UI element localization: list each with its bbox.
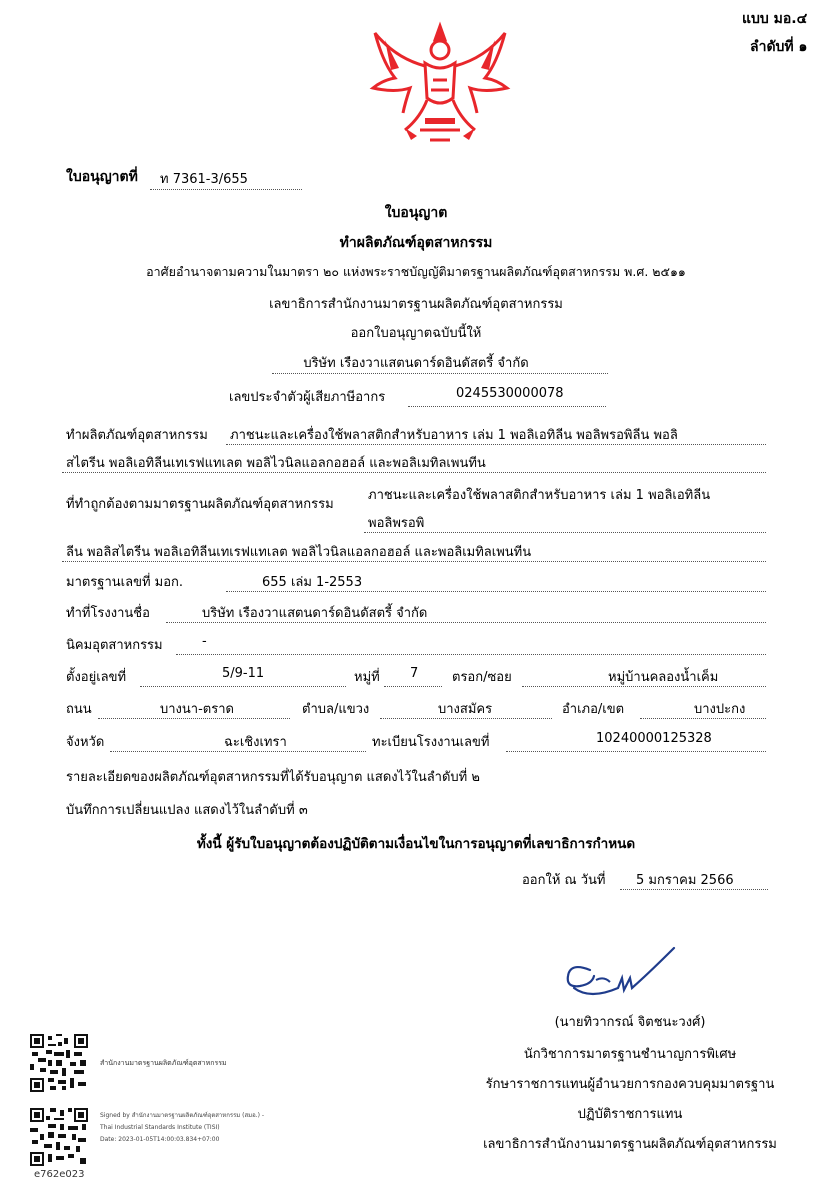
qr-code-icon	[30, 1034, 88, 1092]
signer-position-1: นักวิชาการมาตรฐานชำนาญการพิเศษ	[523, 1047, 737, 1062]
signed-by: Signed by สำนักงานมาตรฐานผลิตภัณฑ์อุตสาหกรรม (สมอ.) -	[100, 1112, 265, 1119]
soi-label: ตรอก/ซอย	[452, 670, 512, 685]
product-line2: สไตรีน พอลิเอทิลีนเทเรฟแทเลต พอลิไวนิลแอลกอฮอล์ และพอลิเมทิลเพนทีน	[66, 456, 486, 471]
signed-date: Date: 2023-01-05T14:00:03.834+07:00	[100, 1136, 220, 1143]
address-no-label: ตั้งอยู่เลขที่	[66, 670, 127, 685]
moo-label: หมู่ที่	[354, 670, 380, 685]
sequence-label: ลำดับที่ ๑	[750, 39, 808, 55]
conform-line2: ลีน พอลิสไตรีน พอลิเอทิลีนเทเรฟแทเลต พอลิไวนิลแอลกอฮอล์ และพอลิเมทิลเพนทีน	[66, 545, 532, 560]
license-number: ท 7361-3/655	[160, 172, 248, 187]
product-line1: ภาชนะและเครื่องใช้พลาสติกสำหรับอาหาร เล่ม 1 พอลิเอทิลีน พอลิพรอพิลีน พอลิ	[230, 428, 678, 443]
road-value: บางนา-ตราด	[160, 702, 234, 717]
signer-position-4: เลขาธิการสำนักงานมาตรฐานผลิตภัณฑ์อุตสาหกรรม	[483, 1137, 777, 1152]
tax-label: เลขประจำตัวผู้เสียภาษีอากร	[229, 390, 386, 405]
company-name: บริษัท เรืองวาแสตนดาร์ดอินดัสตรี้ จำกัด	[303, 356, 529, 371]
factory-name: บริษัท เรืองวาแสตนดาร์ดอินดัสตรี้ จำกัด	[202, 606, 428, 621]
amphoe-value: บางปะกง	[694, 702, 746, 717]
secretary-text: เลขาธิการสำนักงานมาตรฐานผลิตภัณฑ์อุตสาหกรรม	[269, 297, 563, 312]
province-label: จังหวัด	[66, 735, 105, 750]
doc-code: e762e023	[34, 1169, 85, 1180]
details-note: รายละเอียดของผลิตภัณฑ์อุตสาหกรรมที่ได้รับอนุญาต แสดงไว้ในลำดับที่ ๒	[66, 770, 480, 785]
qr-code-icon	[30, 1108, 88, 1166]
conform-line1: ภาชนะและเครื่องใช้พลาสติกสำหรับอาหาร เล่ม 1 พอลิเอทิลีน	[368, 488, 711, 503]
conform-line1b: พอลิพรอพิ	[368, 516, 425, 531]
soi-value: หมู่บ้านคลองน้ำเค็ม	[608, 670, 719, 685]
signer-position-2: รักษาราชการแทนผู้อำนวยการกองควบคุมมาตรฐาน	[485, 1077, 775, 1092]
address-no: 5/9-11	[222, 666, 265, 681]
reg-label: ทะเบียนโรงงานเลขที่	[372, 735, 490, 750]
tax-id: 0245530000078	[456, 386, 564, 401]
tambon-value: บางสมัคร	[438, 702, 493, 717]
doc-title: ใบอนุญาต	[384, 205, 448, 221]
signer-position-3: ปฏิบัติราชการแทน	[577, 1107, 683, 1122]
estate-value: -	[202, 634, 207, 649]
conform-label: ที่ทำถูกต้องตามมาตรฐานผลิตภัณฑ์อุตสาหกรรม	[66, 497, 334, 512]
standard-number: 655 เล่ม 1-2553	[262, 575, 363, 590]
changes-note: บันทึกการเปลี่ยนแปลง แสดงไว้ในลำดับที่ ๓	[66, 803, 308, 818]
signature-icon	[560, 942, 680, 1004]
issue-label: ออกให้ ณ วันที่	[522, 873, 606, 888]
standard-label: มาตรฐานเลขที่ มอก.	[66, 575, 184, 590]
garuda-emblem-icon	[365, 18, 515, 148]
product-label: ทำผลิตภัณฑ์อุตสาหกรรม	[66, 428, 208, 443]
license-label: ใบอนุญาตที่	[66, 169, 138, 185]
estate-label: นิคมอุตสาหกรรม	[66, 638, 163, 653]
province-value: ฉะเชิงเทรา	[224, 735, 287, 750]
factory-label: ทำที่โรงงานชื่อ	[66, 606, 150, 621]
reg-value: 10240000125328	[596, 731, 712, 746]
road-label: ถนน	[66, 702, 92, 717]
authority-text: อาศัยอำนาจตามความในมาตรา ๒๐ แห่งพระราชบัญญัติมาตรฐานผลิตภัณฑ์อุตสาหกรรม พ.ศ. ๒๕๑๑	[146, 264, 686, 279]
moo-value: 7	[410, 666, 419, 681]
tambon-label: ตำบล/แขวง	[302, 702, 370, 717]
qr-issuer-label: สำนักงานมาตรฐานผลิตภัณฑ์อุตสาหกรรม	[100, 1059, 227, 1067]
form-code: แบบ มอ.๔	[742, 11, 808, 27]
doc-subtitle: ทำผลิตภัณฑ์อุตสาหกรรม	[339, 235, 493, 251]
amphoe-label: อำเภอ/เขต	[562, 702, 625, 717]
issues-text: ออกใบอนุญาตฉบับนี้ให้	[350, 326, 482, 341]
signer-name: (นายทิวากรณ์ จิตชนะวงศ์)	[554, 1015, 706, 1030]
condition-note: ทั้งนี้ ผู้รับใบอนุญาตต้องปฏิบัติตามเงื่อนไขในการอนุญาตที่เลขาธิการกำหนด	[196, 836, 636, 852]
issue-date: 5 มกราคม 2566	[636, 873, 734, 888]
signed-org: Thai Industrial Standards Institute (TISI)	[100, 1124, 220, 1131]
